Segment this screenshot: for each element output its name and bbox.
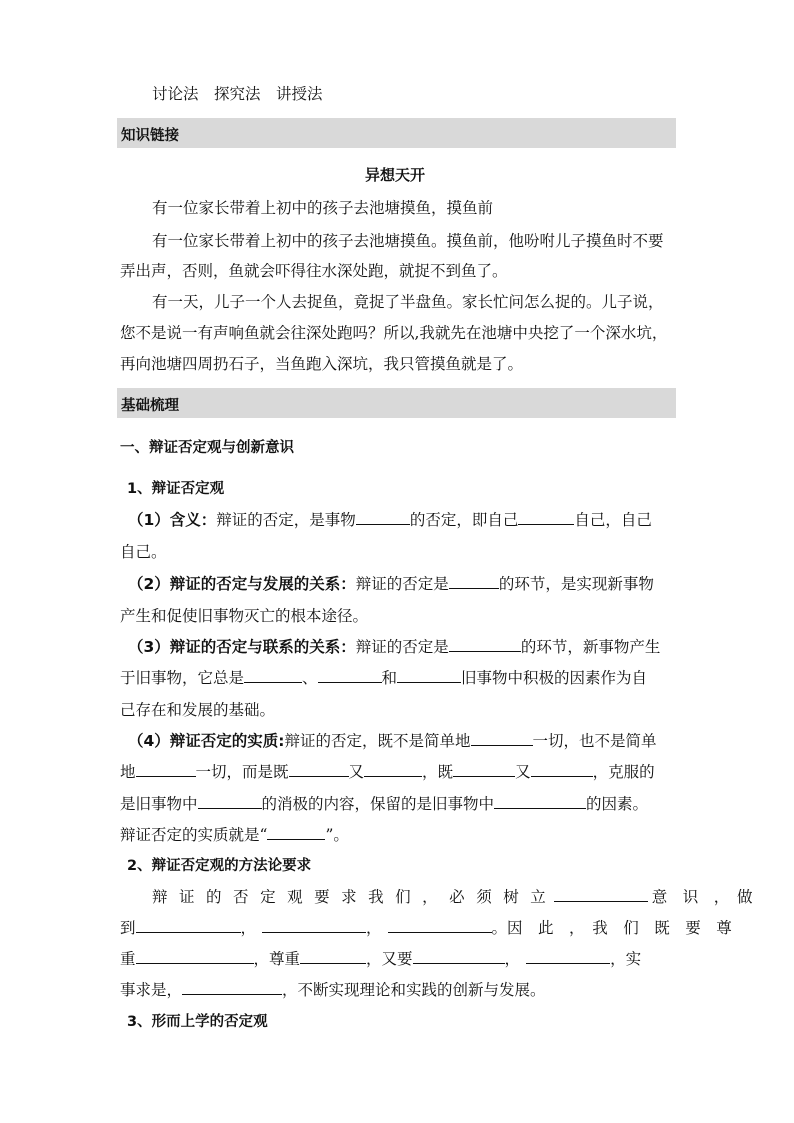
text: ，又要	[366, 950, 413, 968]
text: 的消极的内容，保留的是旧事物中	[261, 795, 495, 813]
item-1-label: （1）含义：	[128, 511, 217, 529]
item-4-line-1	[128, 729, 657, 751]
method-char: 定	[260, 888, 276, 906]
story-paragraph-3-line-3: 再向池塘四周扔石子，当鱼跑入深坑，我只管摸鱼就是了。	[120, 355, 524, 373]
subheading-3: 3、形而上学的否定观	[127, 1014, 268, 1030]
text: 到	[120, 919, 136, 937]
story-title: 异想天开	[365, 166, 426, 184]
text: ”。	[325, 826, 349, 844]
blank[interactable]	[494, 794, 586, 809]
item-3-line-3: 己存在和发展的基础。	[120, 701, 276, 719]
method-char: 证	[179, 888, 195, 906]
text: 辩证的否定是	[355, 638, 449, 656]
teaching-methods: 讨论法 探究法 讲授法	[152, 85, 323, 103]
method-char: 树	[503, 888, 519, 906]
item-1-line-2: 自己。	[120, 543, 167, 561]
section-header-basic-review	[117, 388, 676, 418]
blank[interactable]	[449, 574, 499, 589]
subheading-2: 2、辩证否定观的方法论要求	[127, 858, 312, 874]
blank[interactable]	[244, 668, 302, 683]
text: ，既	[422, 763, 454, 781]
item-2-line-2: 产生和促使旧事物灭亡的根本途径。	[120, 607, 369, 625]
blank[interactable]	[136, 918, 241, 933]
heading-dialectical-negation: 一、辩证否定观与创新意识	[120, 440, 294, 456]
text: 的环节，是实现新事物	[498, 575, 654, 593]
text: 辩证的否定是	[355, 575, 449, 593]
blank[interactable]	[554, 887, 648, 902]
text: ，	[504, 950, 521, 968]
item-2-label: （2）辩证的否定与发展的关系：	[128, 575, 356, 593]
text: 自己，自己	[574, 511, 652, 529]
text: 、	[302, 669, 318, 687]
blank[interactable]	[289, 762, 349, 777]
blank[interactable]	[471, 731, 533, 746]
story-paragraph-2-line-2: 弄出声，否则，鱼就会吓得往水深处跑，就捉不到鱼了。	[120, 262, 508, 280]
method-char: 立	[530, 888, 546, 906]
text: 辩证的否定，是事物	[216, 511, 356, 529]
blank[interactable]	[318, 668, 382, 683]
text: 的否定，即自己	[409, 511, 519, 529]
text: 一切，也不是简单	[532, 732, 657, 750]
text: 辩证否定的实质就是“	[120, 826, 268, 844]
item-4-line-3	[120, 792, 648, 814]
item-3-line-1	[128, 635, 660, 657]
blank[interactable]	[182, 980, 282, 995]
text: 。因 此 ， 我 们 既 要 尊	[491, 919, 732, 937]
method-char: 辩	[152, 888, 168, 906]
section-header-label: 知识链接	[121, 128, 179, 144]
section-header-knowledge-link	[117, 118, 676, 148]
item-4-line-4	[120, 823, 349, 845]
text: ，	[366, 919, 382, 937]
blank[interactable]	[449, 637, 521, 652]
text: 又	[515, 763, 531, 781]
text: ，	[240, 919, 257, 937]
method-char: 观	[287, 888, 303, 906]
text: 是旧事物中	[120, 795, 198, 813]
subheading-1: 1、辩证否定观	[127, 481, 225, 497]
method-line-3	[120, 947, 641, 969]
method-char: 我	[368, 888, 384, 906]
blank[interactable]	[356, 510, 410, 525]
text: ，实	[610, 950, 642, 968]
method-line-2	[120, 916, 732, 938]
text: 重	[120, 950, 136, 968]
item-2-line-1	[128, 572, 654, 594]
section-header-label: 基础梳理	[121, 398, 179, 414]
blank[interactable]	[267, 825, 325, 840]
blank[interactable]	[453, 762, 515, 777]
text: 于旧事物，它总是	[120, 669, 245, 687]
item-1-line-1	[128, 508, 652, 530]
method-line-1	[152, 885, 753, 907]
story-paragraph-1: 有一位家长带着上初中的孩子去池塘摸鱼，摸鱼前	[152, 199, 494, 217]
method-char: 们	[395, 888, 411, 906]
blank[interactable]	[136, 762, 196, 777]
blank[interactable]	[388, 918, 492, 933]
method-char: 否	[233, 888, 249, 906]
blank[interactable]	[526, 949, 610, 964]
method-char: 必	[449, 888, 465, 906]
blank[interactable]	[300, 949, 366, 964]
text: 地	[120, 763, 136, 781]
blank[interactable]	[198, 794, 262, 809]
method-line-4	[120, 978, 546, 1000]
blank[interactable]	[413, 949, 505, 964]
item-3-label: （3）辩证的否定与联系的关系：	[128, 638, 356, 656]
story-paragraph-3-line-2: 您不是说一有声响鱼就会往深处跑吗？所以,我就先在池塘中央挖了一个深水坑，	[120, 324, 668, 342]
method-line-1-text	[152, 885, 546, 907]
method-char: 须	[476, 888, 492, 906]
text: ，克服的	[592, 763, 655, 781]
method-char: ，	[422, 888, 438, 906]
text: 又	[348, 763, 365, 781]
text: 的因素。	[586, 795, 649, 813]
blank[interactable]	[397, 668, 461, 683]
blank[interactable]	[364, 762, 422, 777]
method-char: 求	[341, 888, 357, 906]
text: ，不断实现理论和实践的创新与发展。	[282, 981, 546, 999]
blank[interactable]	[531, 762, 593, 777]
blank[interactable]	[518, 510, 574, 525]
text: 辩证的否定，既不是简单地	[284, 732, 471, 750]
text: 事求是，	[120, 981, 183, 999]
text: ，尊重	[253, 950, 301, 968]
text: 旧事物中积极的因素作为自	[461, 669, 648, 687]
text: 和	[381, 669, 398, 687]
story-paragraph-2-line-1: 有一位家长带着上初中的孩子去池塘摸鱼。摸鱼前，他吩咐儿子摸鱼时不要	[152, 232, 664, 250]
blank[interactable]	[136, 949, 254, 964]
method-char: 的	[206, 888, 222, 906]
item-3-line-2	[120, 666, 647, 688]
method-char: 要	[314, 888, 330, 906]
item-4-label: （4）辩证否定的实质:	[128, 732, 285, 750]
text: 一切，而是既	[195, 763, 289, 781]
item-4-line-2	[120, 760, 655, 782]
text: 意 识 ， 做	[651, 888, 753, 906]
blank[interactable]	[262, 918, 366, 933]
story-paragraph-3-line-1: 有一天，儿子一个人去捉鱼，竟捉了半盘鱼。家长忙问怎么捉的。儿子说，	[152, 293, 664, 311]
text: 的环节，新事物产生	[520, 638, 661, 656]
